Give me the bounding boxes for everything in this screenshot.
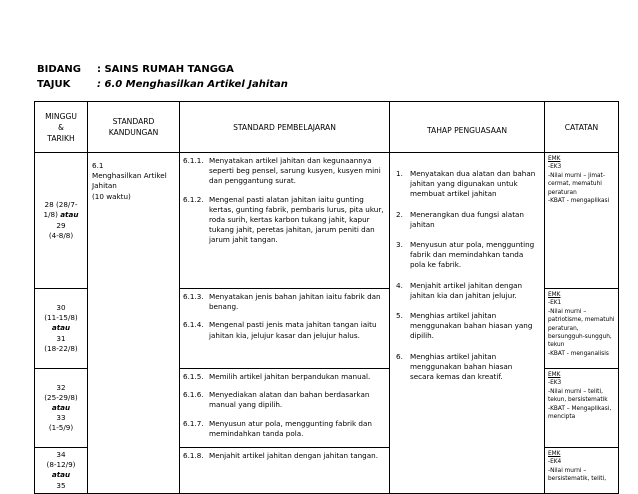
tahap-item: [396, 169, 538, 200]
catatan-emk: EMK: [548, 292, 561, 298]
header-standard-kandungan: [88, 102, 180, 153]
tajuk-label: TAJUK: [37, 79, 71, 90]
tahap-text: Menerangkan dua fungsi alatan jahitan: [410, 209, 524, 229]
pembelajaran-text: Menyatakan artikel jahitan dan kegunaannya seperti beg pensel, sarung kusyen, kusyen mini dan penggantung surat.: [209, 156, 381, 186]
catatan-line: -Nilai murni – teliti, tekun, bersistematik: [548, 388, 608, 404]
standard-pembelajaran-cell: [180, 448, 390, 494]
tahap-item: [396, 240, 538, 271]
catatan-line: -KBAT - mengaplikasi: [548, 198, 610, 205]
header-minggu: [35, 102, 88, 153]
catatan-line: -KBAT – Mengaplikasi, mencipta: [548, 405, 612, 421]
pembelajaran-number: 6.1.6.: [183, 390, 204, 400]
minggu-line: 31: [56, 333, 66, 343]
pembelajaran-number: 6.1.7.: [183, 418, 204, 428]
pembelajaran-text: Menyusun atur pola, menggunting fabrik dan memindahkan tanda pola.: [209, 418, 372, 438]
kandungan-line: Jahitan: [92, 181, 117, 191]
minggu-line: (8-12/9): [46, 460, 76, 470]
pembelajaran-text: Memilih artikel jahitan berpandukan manual.: [209, 372, 371, 381]
pembelajaran-item: [183, 292, 385, 312]
tahap-text: Menyatakan dua alatan dan bahan jahitan yang digunakan untuk membuat artikel jahitan: [410, 169, 536, 199]
minggu-cell: [35, 369, 88, 448]
tahap-item: [396, 352, 538, 383]
table-header-row: [35, 102, 619, 153]
pembelajaran-item: [183, 451, 385, 461]
header-minggu-line: TARIKH: [47, 133, 75, 143]
pembelajaran-text: Menyediakan alatan dan bahan berdasarkan manual yang dipilih.: [209, 390, 370, 410]
pembelajaran-item: [183, 195, 385, 246]
catatan-line: -EK1: [548, 300, 562, 307]
pembelajaran-number: 6.1.5.: [183, 372, 204, 381]
catatan-line: -KBAT - menganalisis: [548, 350, 609, 357]
catatan-line: -EK3: [548, 164, 562, 171]
tahap-penguasaan-cell: [390, 153, 545, 494]
catatan-cell: [545, 448, 619, 494]
tajuk-value: : 6.0 Menghasilkan Artikel Jahitan: [97, 79, 288, 90]
catatan-line: -Nilai murni – jimat-cermat, mematuhi peraturan: [548, 172, 605, 196]
minggu-atau: atau: [51, 323, 71, 333]
tahap-number: 5.: [396, 311, 403, 321]
header-minggu-line: MINGGU: [45, 111, 77, 121]
minggu-line: 35: [56, 480, 66, 490]
pembelajaran-number: 6.1.8.: [183, 451, 204, 461]
pembelajaran-text: Mengenal pasti alatan jahitan iaitu gunting kertas, gunting fabrik, pembaris lurus, pita ukur, roda surih, kertas karbon tukang jahit, kapur tukang jahit, peretas jahitan, jarum peniti dan jarum jahit tangan.: [209, 194, 384, 245]
tahap-text: Menjahit artikel jahitan dengan jahitan kia dan jahitan jelujur.: [410, 280, 523, 300]
tahap-number: 2.: [396, 209, 403, 219]
tahap-text: Menghias artikel jahitan menggunakan bahan hiasan secara kemas dan kreatif.: [410, 351, 513, 382]
pembelajaran-item: [183, 390, 385, 410]
kandungan-line: (10 waktu): [92, 191, 131, 201]
pembelajaran-text: Mengenal pasti jenis mata jahitan tangan iaitu jahitan kia, jelujur kasar dan jelujur halus.: [209, 320, 377, 340]
minggu-line: 32: [56, 382, 66, 392]
minggu-cell: [35, 448, 88, 494]
minggu-line: (18-22/8): [44, 343, 78, 353]
header-catatan: CATATAN: [545, 102, 619, 153]
table-row: [35, 153, 619, 289]
minggu-line: 33: [56, 413, 66, 423]
standard-pembelajaran-cell: [180, 369, 390, 448]
tahap-number: 3.: [396, 240, 403, 250]
pembelajaran-number: 6.1.4.: [183, 320, 204, 330]
catatan-cell: [545, 289, 619, 369]
tahap-item: [396, 210, 538, 230]
pembelajaran-text: Menyatakan jenis bahan jahitan iaitu fabrik dan benang.: [209, 292, 381, 312]
catatan-line: -Nilai murni – patriotisme, mematuhi peraturan, bersungguh-sungguh, tekun: [548, 308, 615, 349]
tahap-number: 6.: [396, 351, 403, 361]
header-standard-pembelajaran: STANDARD PEMBELAJARAN: [180, 102, 390, 153]
pembelajaran-number: 6.1.2.: [183, 194, 204, 204]
minggu-line: 34: [56, 450, 66, 460]
kandungan-line: Menghasilkan Artikel: [92, 171, 167, 181]
minggu-line: (11-15/8): [44, 313, 78, 323]
minggu-atau: atau: [51, 402, 71, 412]
catatan-line: -EK3: [548, 380, 562, 387]
catatan-emk: EMK: [548, 372, 561, 378]
kandungan-line: 6.1: [92, 161, 104, 170]
tahap-item: [396, 311, 538, 342]
tahap-item: [396, 281, 538, 301]
minggu-atau: atau: [60, 210, 79, 220]
minggu-line: 28 (28/7-: [44, 200, 78, 210]
minggu-line: (4-8/8): [48, 230, 74, 240]
header-bidang: [37, 63, 234, 77]
minggu-line: (25-29/8): [44, 392, 78, 402]
pembelajaran-item: [183, 419, 385, 439]
curriculum-table: [34, 101, 619, 494]
tahap-number: 1.: [396, 169, 403, 178]
header-tajuk: [37, 78, 288, 92]
bidang-value: : SAINS RUMAH TANGGA: [97, 64, 234, 75]
tahap-text: Menyusun atur pola, menggunting fabrik dan memindahkan tanda pola ke fabrik.: [410, 240, 535, 270]
catatan-cell: [545, 153, 619, 289]
standard-pembelajaran-cell: [180, 289, 390, 369]
minggu-atau: atau: [51, 470, 71, 480]
catatan-line: -EK4: [548, 459, 562, 466]
pembelajaran-item: [183, 156, 385, 187]
tahap-text: Menghias artikel jahitan menggunakan bahan hiasan yang dipilih.: [410, 311, 533, 341]
minggu-line: 30: [56, 302, 66, 312]
catatan-emk: EMK: [548, 156, 561, 162]
minggu-line: (1-5/9): [48, 423, 74, 433]
standard-kandungan-cell: [88, 153, 180, 494]
minggu-cell: [35, 289, 88, 369]
header-minggu-line: &: [58, 122, 64, 132]
minggu-line: 1/8) atau: [43, 210, 79, 220]
catatan-cell: [545, 369, 619, 448]
bidang-label: BIDANG: [37, 64, 81, 75]
pembelajaran-number: 6.1.3.: [183, 292, 204, 301]
header-kandungan-line: KANDUNGAN: [108, 128, 159, 137]
standard-pembelajaran-cell: [180, 153, 390, 289]
pembelajaran-item: [183, 372, 385, 382]
minggu-line: 29: [56, 220, 66, 230]
tahap-number: 4.: [396, 280, 403, 290]
pembelajaran-number: 6.1.1.: [183, 156, 204, 165]
header-tahap-penguasaan: TAHAP PENGUASAAN: [390, 102, 545, 153]
catatan-line: -Nilai murni – bersistematik, teliti,: [548, 467, 607, 483]
header-kandungan-line: STANDARD: [112, 117, 155, 126]
pembelajaran-text: Menjahit artikel jahitan dengan jahitan tangan.: [209, 451, 378, 461]
catatan-emk: EMK: [548, 451, 561, 458]
minggu-cell: [35, 153, 88, 289]
pembelajaran-item: [183, 320, 385, 340]
